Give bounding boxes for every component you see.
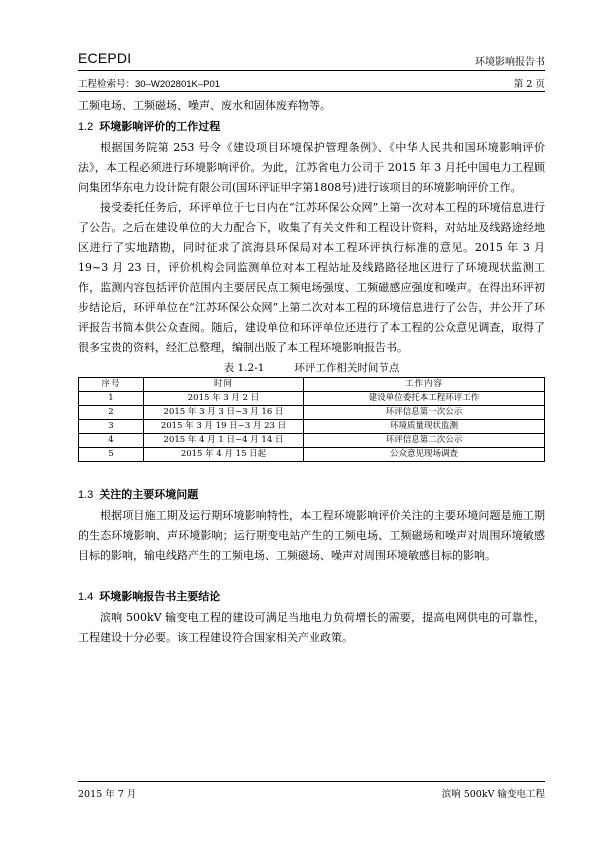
column-header: 工作内容 bbox=[304, 378, 545, 392]
table-cell: 2015 年 3 月 3 日~3 月 16 日 bbox=[144, 406, 304, 420]
table-row bbox=[79, 434, 545, 448]
footer-project-name: 滨响 500kV 输变电工程 bbox=[441, 789, 545, 800]
section-number: 1.3 bbox=[78, 489, 94, 501]
section-heading-1-4 bbox=[78, 586, 545, 608]
section-number: 1.4 bbox=[78, 591, 94, 603]
table-cell: 环评信息第二次公示 bbox=[304, 434, 545, 448]
document-number: 工程检索号：30–W202801K–P01 bbox=[78, 79, 221, 90]
table-cell: 2015 年 4 月 15 日起 bbox=[144, 448, 304, 462]
table-header-row bbox=[79, 378, 545, 392]
section-number: 1.2 bbox=[78, 121, 94, 133]
footer-date: 2015 年 7 月 bbox=[78, 789, 137, 800]
page-header bbox=[78, 50, 545, 70]
section-title: 关注的主要环境问题 bbox=[99, 488, 199, 501]
footer-divider bbox=[78, 781, 545, 782]
table-cell: 2015 年 3 月 2 日 bbox=[144, 392, 304, 406]
page-content bbox=[78, 96, 545, 648]
table-cell: 2 bbox=[79, 406, 144, 420]
report-type: 环境影响报告书 bbox=[475, 57, 545, 68]
table-title: 环评工作相关时间节点 bbox=[294, 362, 400, 374]
table-row bbox=[79, 392, 545, 406]
section-heading-1-3 bbox=[78, 484, 545, 506]
table-cell: 公众意见现场调查 bbox=[304, 448, 545, 462]
paragraph: 滨响 500kV 输变电工程的建设可满足当地电力负荷增长的需要，提高电网供电的可靠性，工程建设十分必要。该工程建设符合国家相关产业政策。 bbox=[78, 611, 545, 644]
column-header: 序号 bbox=[79, 378, 144, 392]
paragraph: 根据项目施工期及运行期环境影响特性，本工程环境影响评价关注的主要环境问题是施工期的生态环境影响、声环境影响；运行期变电站产生的工频电场、工频磁场和噪声对周围环境敏感目标的影响，输电线路产生的工频电场、工频磁场、噪声对周围环境敏感目标的影响。 bbox=[78, 509, 545, 562]
section-heading-1-2 bbox=[78, 116, 545, 138]
header-divider-bottom bbox=[78, 91, 545, 92]
table-cell: 2015 年 3 月 19 日~3 月 23 日 bbox=[144, 420, 304, 434]
page-footer bbox=[78, 786, 545, 800]
page-subheader bbox=[78, 76, 545, 90]
timeline-table bbox=[78, 377, 545, 462]
paragraph: 接受委托任务后，环评单位于七日内在“江苏环保公众网”上第一次对本工程的环境信息进行了公告。之后在建设单位的大力配合下，收集了有关文件和工程设计资料，对站址及线路途经地区进行了实地踏勘，同时征求了滨海县环保局对本工程环评执行标准的意见。2015 年 3 月 19~3 月 23 日，评价机构会同监测单位对本工程站址及线路路径地区进行了环境现状监测工作，监测内容包括评价范围内主要居民点工频电场强度、工频磁感应强度和噪声。在得出环评初步结论后，环评单位在“江苏环保公众网”上第二次对本工程的环境信息进行了公告，并公开了环评报告书简本供公众查阅。随后，建设单位和环评单位还进行了本工程的公众意见调查，取得了很多宝贵的资料，经汇总整理，编制出版了本工程环境影响报告书。 bbox=[78, 201, 545, 354]
table-row bbox=[79, 420, 545, 434]
table-cell: 3 bbox=[79, 420, 144, 434]
page-number: 第 2 页 bbox=[513, 79, 545, 90]
table-cell: 4 bbox=[79, 434, 144, 448]
table-cell: 环境质量现状监测 bbox=[304, 420, 545, 434]
paragraph: 根据国务院第 253 号令《建设项目环境保护管理条例》、《中华人民共和国环境影响评价法》，本工程必须进行环境影响评价。为此，江苏省电力公司于 2015 年 3 月托中国电力工程顾问集团华东电力设计院有限公司(国环评证甲字第1808号)进行该项目的环境影响评价工作。 bbox=[78, 141, 545, 194]
table-row bbox=[79, 448, 545, 462]
header-divider-top bbox=[78, 70, 545, 71]
table-caption bbox=[78, 360, 545, 376]
section-title: 环境影响评价的工作过程 bbox=[99, 120, 221, 133]
table-number: 表 1.2-1 bbox=[223, 362, 265, 374]
table-cell: 2015 年 4 月 1 日~4 月 14 日 bbox=[144, 434, 304, 448]
column-header: 时间 bbox=[144, 378, 304, 392]
section-title: 环境影响报告书主要结论 bbox=[99, 590, 221, 603]
table-cell: 1 bbox=[79, 392, 144, 406]
table-cell: 5 bbox=[79, 448, 144, 462]
table-cell: 建设单位委托本工程环评工作 bbox=[304, 392, 545, 406]
company-logo-text: ECEPDI bbox=[78, 50, 132, 66]
table-row bbox=[79, 406, 545, 420]
intro-line: 工频电场、工频磁场、噪声、废水和固体废弃物等。 bbox=[78, 99, 331, 112]
table-cell: 环评信息第一次公示 bbox=[304, 406, 545, 420]
